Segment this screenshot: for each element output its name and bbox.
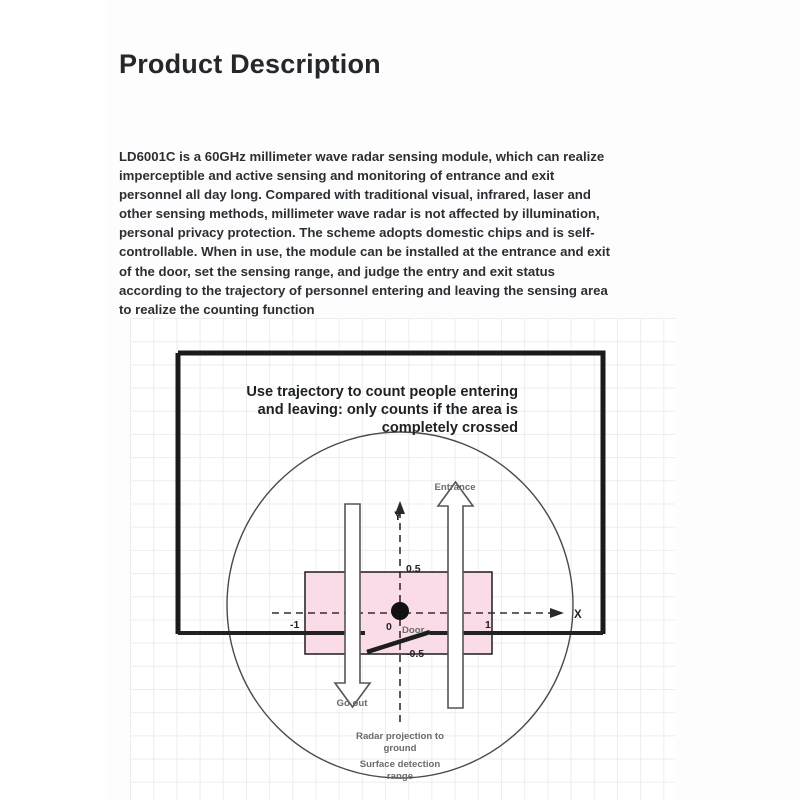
- radar-projection-label-line-2: ground: [383, 743, 417, 754]
- y-tick-pos-half: 0.5: [406, 563, 421, 575]
- surface-detection-label-line-1: Surface detection: [359, 759, 441, 770]
- headline-line-1: Use trajectory to count people entering: [246, 384, 518, 400]
- origin-marker: [391, 602, 409, 620]
- y-tick-neg-half: -0.5: [406, 648, 425, 660]
- product-description-paragraph: LD6001C is a 60GHz millimeter wave radar sensing module, which can realize imperceptible and active sensing and monitoring of entrance and exit personnel all day long. Compared with traditional visual, infrared, laser and other sensing methods, millimeter wave radar is not affected by illumination, personal privacy protection. The scheme adopts domestic chips and is self-controllable. When in use, the module can be installed at the entrance and exit of the door, set the sensing range, and judge the entry and exit status according to the trajectory of personnel entering and leaving the sensing area to realize the counting function: [119, 149, 610, 317]
- entrance-label: Entrance: [434, 482, 476, 493]
- headline-line-3: completely crossed: [381, 420, 518, 436]
- x-tick-pos1: 1: [485, 619, 491, 631]
- diagram-headline: [246, 384, 518, 436]
- go-out-label: Go out: [336, 698, 368, 709]
- page-title: Product Description: [119, 49, 381, 79]
- y-axis-label: Y: [394, 511, 402, 523]
- door-label: Door: [402, 625, 425, 636]
- surface-detection-label-line-2: range: [386, 771, 414, 782]
- headline-line-2: and leaving: only counts if the area is: [257, 402, 518, 418]
- radar-projection-label-line-1: Radar projection to: [356, 731, 444, 742]
- x-axis-label: X: [574, 609, 582, 621]
- x-tick-neg1: -1: [290, 619, 300, 631]
- x-tick-zero: 0: [386, 621, 392, 633]
- radar-coverage-diagram: [130, 318, 675, 800]
